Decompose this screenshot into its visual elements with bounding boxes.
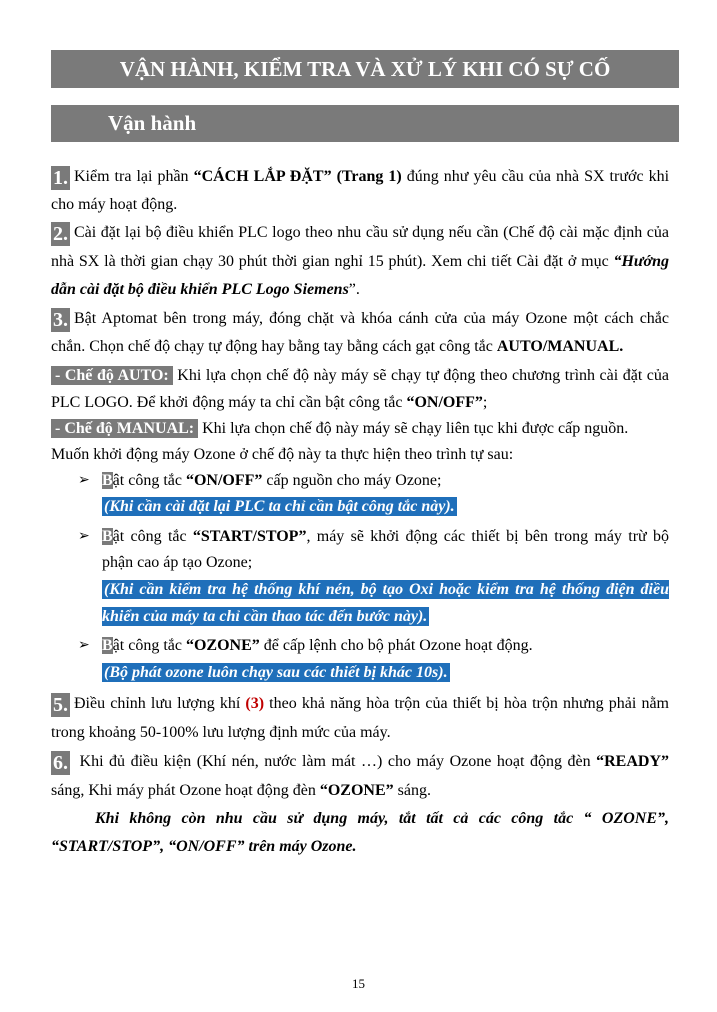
document-body [51, 163, 669, 861]
step-number: 3. [53, 308, 68, 331]
step-number: 6. [53, 751, 68, 774]
arrow-bullet-icon: ➢ [78, 528, 90, 544]
step-1: 1. Kiểm tra lại phần “CÁCH LẮP ĐẶT” (Trang 1) đúng như yêu cầu của nhà SX trước khi cho máy hoạt động. [51, 167, 670, 213]
chapter-title-bar [51, 50, 679, 88]
step-2: 2. Cài đặt lại bộ điều khiển PLC logo theo nhu cầu sử dụng nếu cần (Chế độ cài mặc định của nhà SX là thời gian chạy 30 phút thời gian nghỉ 15 phút). Xem chi tiết Cài đặt ở mục “Hướng dẫn cài đặt bộ điều khiển PLC Logo Siemens”. [51, 223, 669, 298]
arrow-bullet-icon: ➢ [78, 472, 90, 488]
chapter-title: VẬN HÀNH, KIỂM TRA VÀ XỬ LÝ KHI CÓ SỰ CỐ [119, 57, 611, 81]
step-number: 5. [53, 693, 68, 716]
step-number: 2. [53, 223, 68, 245]
section-title: Vận hành [108, 111, 197, 135]
manual-mode-paragraph: - Chế độ MANUAL: Khi lựa chọn chế độ này máy sẽ chạy liên tục khi được cấp nguồn. [51, 416, 669, 442]
start-sequence-intro: Muốn khởi động máy Ozone ở chế độ này ta thực hiện theo trình tự sau: [51, 445, 514, 463]
section-title-bar [51, 105, 679, 142]
note-ozone: (Bộ phát ozone luôn chạy sau các thiết bị khác 10s). [104, 663, 448, 681]
arrow-bullet-icon: ➢ [78, 637, 90, 653]
closing-note: Khi không còn nhu cầu sử dụng máy, tắt tất cả các công tắc “ OZONE”, “START/STOP”, “ON/OFF” trên máy Ozone. [51, 809, 669, 855]
manual-mode-label: - Chế độ MANUAL: [51, 419, 198, 438]
list-item-start-stop: ➢ Bật công tắc “START/STOP”, máy sẽ khởi động các thiết bị bên trong máy trừ bộ phận cao áp tạo Ozone; [51, 524, 669, 576]
auto-mode-paragraph: - Chế độ AUTO: Khi lựa chọn chế độ này máy sẽ chạy tự động theo chương trình cài đặt của PLC LOGO. Để khởi động máy ta chỉ cần bật công tắc “ON/OFF”; [51, 366, 670, 411]
note-on-off: (Khi cần cài đặt lại PLC ta chỉ cần bật công tắc này). [104, 497, 455, 515]
step-3: 3. Bật Aptomat bên trong máy, đóng chặt và khóa cánh cửa của máy Ozone một cách chắc chắn. Chọn chế độ chạy tự động hay bằng tay bằng cách gạt công tắc AUTO/MANUAL. [51, 308, 669, 355]
step-5: 5. Điều chỉnh lưu lượng khí (3) theo khả năng hòa trộn của thiết bị hòa trộn nhưng phải nằm trong khoảng 50-100% lưu lượng định mức của máy. [51, 693, 669, 741]
step-number: 1. [53, 167, 68, 189]
page-number: 15 [352, 976, 365, 991]
auto-mode-label: - Chế độ AUTO: [51, 366, 173, 385]
step-6: 6. Khi đủ điều kiện (Khí nén, nước làm mát …) cho máy Ozone hoạt động đèn “READY” sáng, Khi máy phát Ozone hoạt động đèn “OZONE” sáng. [51, 751, 669, 799]
note-start-stop: (Khi cần kiểm tra hệ thống khí nén, bộ tạo Oxi hoặc kiểm tra hệ thống điện điều khiển của máy ta chỉ cần thao tác đến bước này). [102, 580, 669, 625]
list-item-ozone: ➢ Bật công tắc “OZONE” để cấp lệnh cho bộ phát Ozone hoạt động. [51, 633, 669, 659]
list-item-on-off: ➢ Bật công tắc “ON/OFF” cấp nguồn cho máy Ozone; [51, 468, 669, 494]
